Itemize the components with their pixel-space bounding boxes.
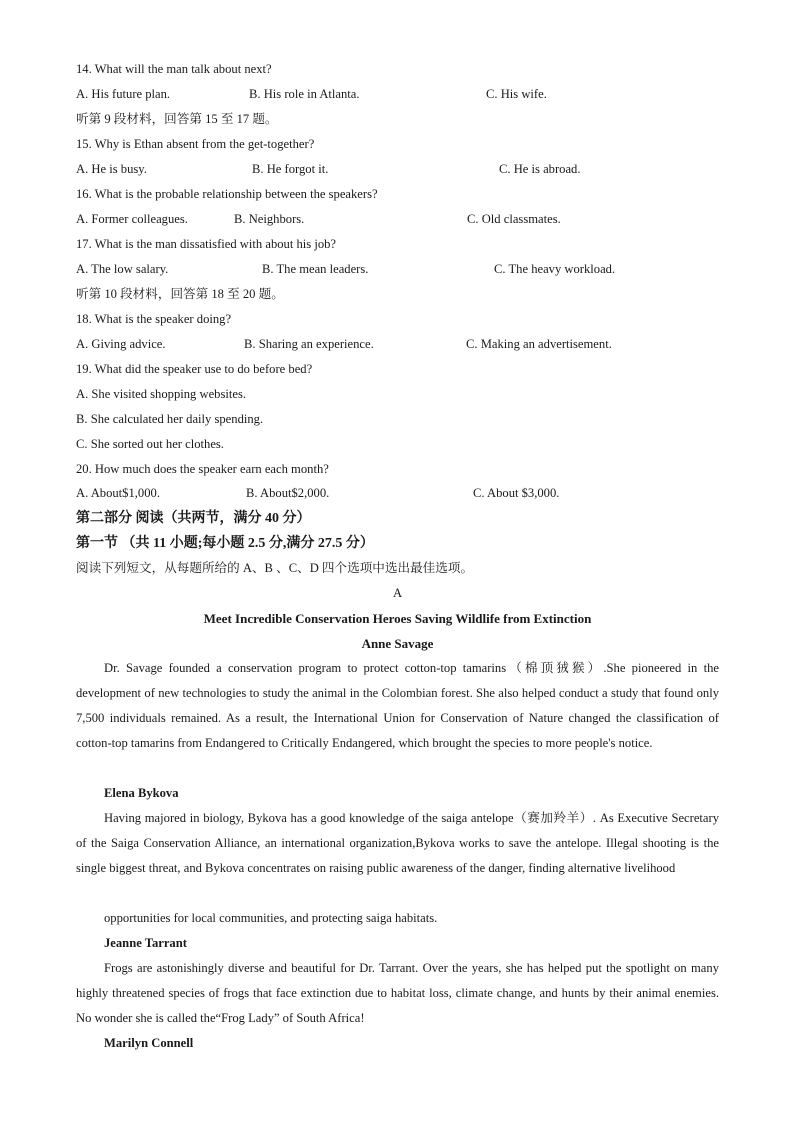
question-19-option-a: A. She visited shopping websites. <box>76 387 247 401</box>
reading-instruction: 阅读下列短文，从每题所给的 A、B 、C、D 四个选项中选出最佳选项。 <box>76 561 474 575</box>
question-16-options <box>76 207 719 232</box>
hero-name-connell: Marilyn Connell <box>104 1036 194 1050</box>
option-c: C. About $3,000. <box>473 486 560 500</box>
question-19-option-c: C. She sorted out her clothes. <box>76 437 224 451</box>
option-c: C. He is abroad. <box>499 162 581 176</box>
option-b: B. About$2,000. <box>246 486 330 500</box>
question-18-stem: 18. What is the speaker doing? <box>76 312 232 326</box>
question-20-options <box>76 481 719 506</box>
option-a: A. The low salary. <box>76 262 169 276</box>
question-16-stem: 16. What is the probable relationship between the speakers? <box>76 187 378 201</box>
paragraph-tarrant: Frogs are astonishingly diverse and beautiful for Dr. Tarrant. Over the years, she has helped put the spotlight on many highly threatened species of frogs that face extinction due to habitat loss, climate change, and hunts by their animal enemies. No wonder she is called the“Frog Lady” of South Africa! <box>76 961 719 1025</box>
question-19-option-b: B. She calculated her daily spending. <box>76 412 264 426</box>
question-15-stem: 15. Why is Ethan absent from the get-together? <box>76 137 315 151</box>
question-17-stem: 17. What is the man dissatisfied with about his job? <box>76 237 337 251</box>
question-14-stem: 14. What will the man talk about next? <box>76 62 272 76</box>
question-17-options <box>76 257 719 282</box>
hero-name-tarrant: Jeanne Tarrant <box>104 936 187 950</box>
listening-intro-10: 听第 10 段材料，回答第 18 至 20 题。 <box>76 287 284 301</box>
option-b: B. His role in Atlanta. <box>249 87 360 101</box>
option-c: C. The heavy workload. <box>494 262 616 276</box>
question-18-options <box>76 332 719 357</box>
hero-name-savage: Anne Savage <box>361 636 434 651</box>
option-b: B. The mean leaders. <box>262 262 369 276</box>
part-two-heading: 第二部分 阅读（共两节，满分 40 分） <box>76 511 311 526</box>
option-a: A. His future plan. <box>76 87 171 101</box>
option-b: B. Sharing an experience. <box>244 337 374 351</box>
option-a: A. He is busy. <box>76 162 147 176</box>
question-19-stem: 19. What did the speaker use to do before bed? <box>76 362 313 376</box>
paragraph-bykova: Having majored in biology, Bykova has a good knowledge of the saiga antelope（赛加羚羊）. As Executive Secretary of the Saiga Conservation Alliance, an international organization,Bykova works to save the antelope. Illegal shooting is the single biggest threat, and Bykova concentrates on raising public awareness of the danger, finding alternative livelihood <box>76 811 719 875</box>
option-c: C. Old classmates. <box>467 212 561 226</box>
option-b: B. Neighbors. <box>234 212 305 226</box>
option-a: A. Former colleagues. <box>76 212 188 226</box>
question-20-stem: 20. How much does the speaker earn each month? <box>76 462 329 476</box>
passage-title: Meet Incredible Conservation Heroes Saving Wildlife from Extinction <box>203 611 592 626</box>
paragraph-bykova-continued: opportunities for local communities, and protecting saiga habitats. <box>104 911 438 925</box>
question-15-options <box>76 157 719 182</box>
passage-letter: A <box>392 586 403 600</box>
option-a: A. Giving advice. <box>76 337 166 351</box>
option-b: B. He forgot it. <box>252 162 329 176</box>
paragraph-savage: Dr. Savage founded a conservation program to protect cotton-top tamarins（棉顶狨猴）.She pioneered in the development of new technologies to study the animal in the Colombian forest. She also helped conduct a study that found only 7,500 individuals remained. As a result, the International Union for Conservation of Nature changed the classification of cotton-top tamarins from Endangered to Critically Endangered, which brought the species to more people's notice. <box>76 661 719 750</box>
hero-name-bykova: Elena Bykova <box>104 786 179 800</box>
question-14-options <box>76 82 719 107</box>
option-c: C. His wife. <box>486 87 547 101</box>
section-one-heading: 第一节 （共 11 小题;每小题 2.5 分,满分 27.5 分） <box>76 536 374 551</box>
option-c: C. Making an advertisement. <box>466 337 612 351</box>
listening-intro-9: 听第 9 段材料，回答第 15 至 17 题。 <box>76 112 278 126</box>
option-a: A. About$1,000. <box>76 486 160 500</box>
